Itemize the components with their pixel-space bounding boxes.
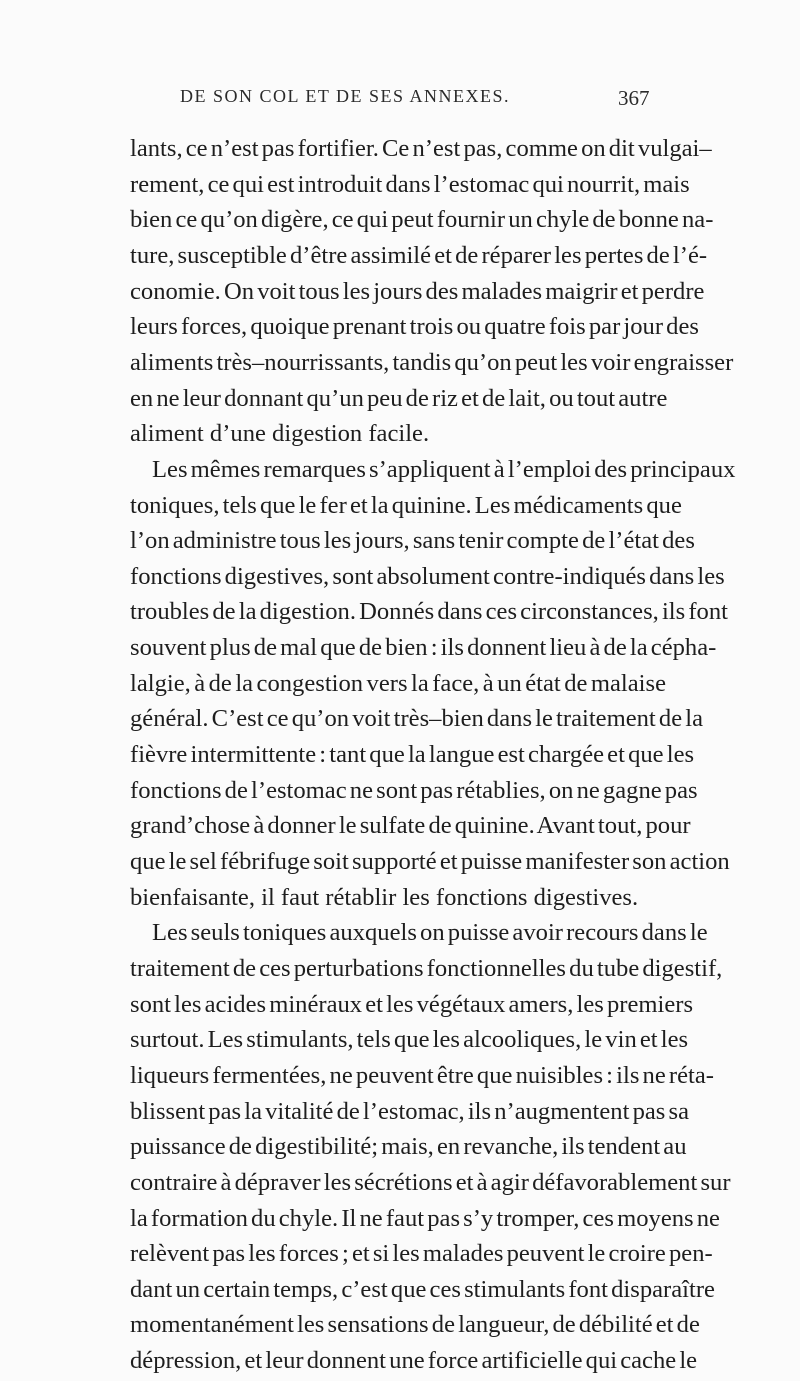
text-line bbox=[0, 1127, 800, 1167]
text-line bbox=[0, 1163, 800, 1203]
text-line bbox=[0, 1020, 800, 1060]
text-line bbox=[0, 343, 800, 383]
text-line bbox=[0, 699, 800, 739]
text-line-content: en ne leur donnant qu’un peu de riz et de lait, ou tout autre bbox=[130, 384, 668, 412]
text-line-content: dépression, et leur donnent une force artificielle qui cache le bbox=[130, 1347, 698, 1375]
text-line bbox=[0, 985, 800, 1025]
text-line-content: blissent pas la vitalité de l’estomac, ils n’augmentent pas sa bbox=[130, 1097, 689, 1125]
text-line bbox=[0, 307, 800, 347]
text-line bbox=[0, 379, 800, 419]
text-line-content: bien ce qu’on digère, ce qui peut fournir un chyle de bonne na- bbox=[130, 206, 714, 234]
text-line-content: sont les acides minéraux et les végétaux amers, les premiers bbox=[130, 990, 694, 1018]
text-line-content: relèvent pas les forces ; et si les malades peuvent le croire pen- bbox=[130, 1240, 713, 1268]
page-header bbox=[0, 86, 800, 114]
text-line-content: grand’chose à donner le sulfate de quinine. Avant tout, pour bbox=[130, 812, 691, 840]
text-line bbox=[0, 450, 800, 490]
running-title: DE SON COL ET DE SES ANNEXES. bbox=[180, 86, 511, 106]
page-number: 367 bbox=[618, 86, 650, 110]
text-line bbox=[0, 842, 800, 882]
text-line-content: dant un certain temps, c’est que ces stimulants font disparaître bbox=[130, 1275, 715, 1303]
text-line bbox=[0, 236, 800, 276]
text-line bbox=[0, 628, 800, 668]
text-line bbox=[0, 521, 800, 561]
text-line bbox=[0, 1056, 800, 1096]
text-line-content: lalgie, à de la congestion vers la face, à un état de malaise bbox=[130, 669, 666, 697]
text-line bbox=[0, 414, 800, 454]
text-line bbox=[0, 878, 800, 918]
text-line bbox=[0, 735, 800, 775]
text-line-content: surtout. Les stimulants, tels que les alcooliques, le vin et les bbox=[130, 1026, 689, 1054]
text-line bbox=[0, 771, 800, 811]
text-line bbox=[0, 1305, 800, 1345]
text-line bbox=[0, 806, 800, 846]
text-line bbox=[0, 592, 800, 632]
text-line-content: momentanément les sensations de langueur, de débilité et de bbox=[130, 1311, 700, 1339]
text-line-content: toniques, tels que le fer et la quinine. Les médicaments que bbox=[130, 491, 682, 519]
text-line-content: fonctions digestives, sont absolument contre-indiqués dans les bbox=[130, 562, 725, 590]
text-line-content: conomie. On voit tous les jours des malades maigrir et perdre bbox=[130, 277, 705, 305]
text-line-content: la formation du chyle. Il ne faut pas s’y tromper, ces moyens ne bbox=[130, 1204, 720, 1232]
text-line-content: l’on administre tous les jours, sans tenir compte de l’état des bbox=[130, 527, 695, 555]
text-line-content: aliment d’une digestion facile. bbox=[130, 420, 430, 448]
text-line bbox=[0, 1092, 800, 1132]
text-line-content: bienfaisante, il faut rétablir les fonctions digestives. bbox=[130, 883, 639, 911]
text-line bbox=[0, 486, 800, 526]
text-line-content: que le sel fébrifuge soit supporté et puisse manifester son action bbox=[130, 848, 730, 875]
text-line-content: souvent plus de mal que de bien : ils donnent lieu à de la cépha- bbox=[130, 634, 717, 662]
text-line-content: Les seuls toniques auxquels on puisse avoir recours dans le bbox=[152, 919, 708, 947]
text-line-content: contraire à dépraver les sécrétions et à agir défavorablement sur bbox=[130, 1168, 731, 1196]
text-line-content: ture, susceptible d’être assimilé et de réparer les pertes de l’é- bbox=[130, 241, 708, 269]
text-line-content: Les mêmes remarques s’appliquent à l’emploi des principaux bbox=[152, 455, 736, 483]
text-line bbox=[0, 1341, 800, 1381]
text-line bbox=[0, 949, 800, 989]
text-line bbox=[0, 1270, 800, 1310]
text-line-content: général. C’est ce qu’on voit très–bien dans le traitement de la bbox=[130, 705, 704, 733]
text-line bbox=[0, 1199, 800, 1239]
text-line-content: lants, ce n’est pas fortifier. Ce n’est pas, comme on dit vulgai– bbox=[130, 135, 712, 162]
text-line-content: liqueurs fermentées, ne peuvent être que nuisibles : ils ne réta- bbox=[130, 1061, 714, 1089]
text-line-content: aliments très–nourrissants, tandis qu’on peut les voir engraisser bbox=[130, 348, 734, 376]
text-line bbox=[0, 129, 800, 169]
text-line-content: rement, ce qui est introduit dans l’estomac qui nourrit, mais bbox=[130, 170, 690, 198]
text-line bbox=[0, 272, 800, 312]
text-line bbox=[0, 913, 800, 953]
text-line bbox=[0, 200, 800, 240]
text-line-content: troubles de la digestion. Donnés dans ces circonstances, ils font bbox=[130, 598, 728, 626]
text-line-content: leurs forces, quoique prenant trois ou quatre fois par jour des bbox=[130, 313, 699, 341]
text-line-content: fièvre intermittente : tant que la langue est chargée et que les bbox=[130, 741, 695, 769]
text-line bbox=[0, 165, 800, 205]
text-line bbox=[0, 664, 800, 704]
text-line bbox=[0, 557, 800, 597]
text-line bbox=[0, 1234, 800, 1274]
text-line-content: puissance de digestibilité; mais, en revanche, ils tendent au bbox=[130, 1133, 687, 1161]
text-line-content: fonctions de l’estomac ne sont pas rétablies, on ne gagne pas bbox=[130, 776, 698, 804]
text-line-content: traitement de ces perturbations fonctionnelles du tube digestif, bbox=[130, 954, 723, 982]
